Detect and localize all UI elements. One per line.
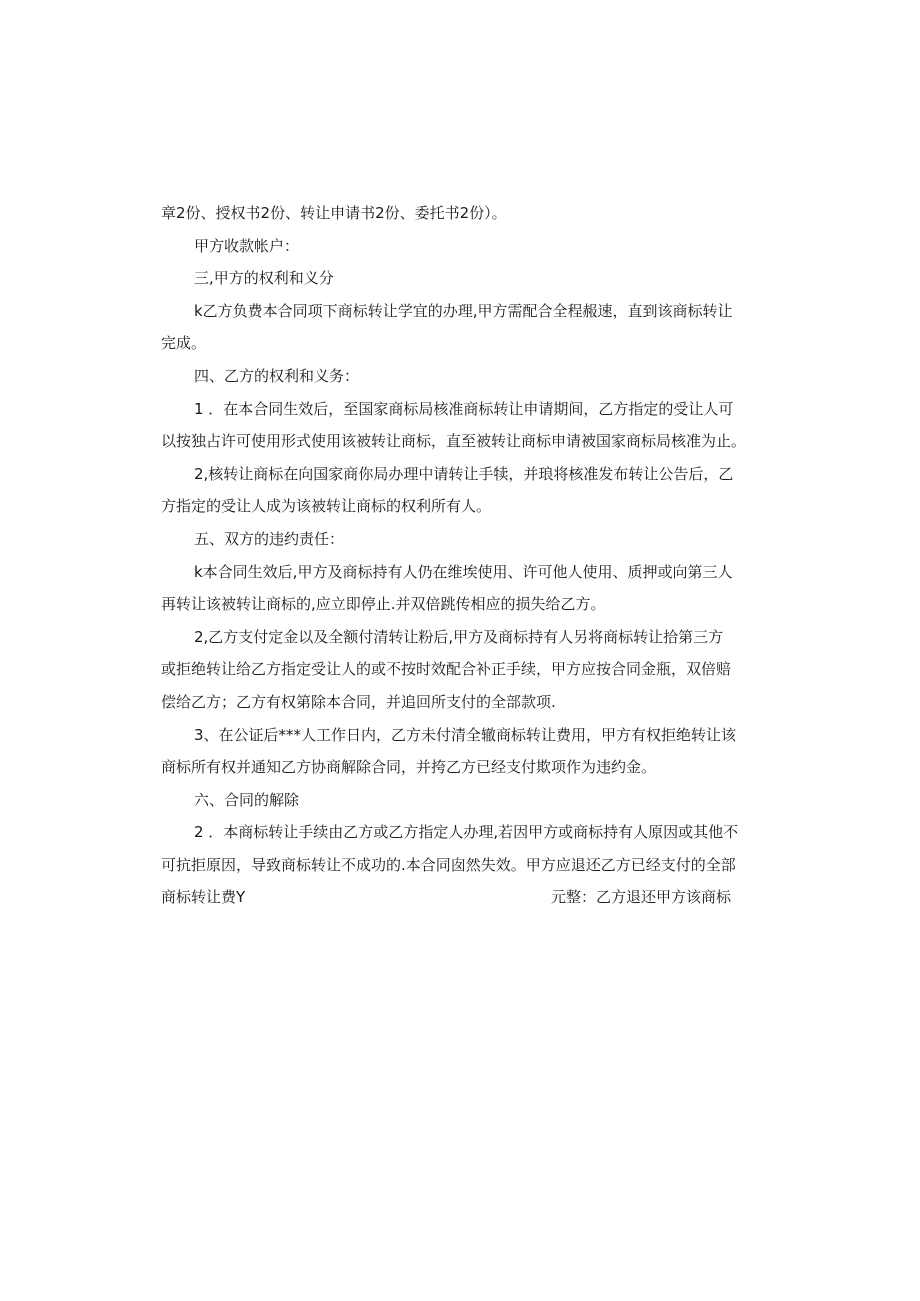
text-line: k乙方负费本合同项下商标转让学宜的办理,甲方需配合全程赧速，直到该商标转让 [194,301,733,320]
text-line: 章2份、授权书2份、转让申请书2份、委托书2份）。 [161,204,507,222]
text-line: 甲方收款帐户： [194,236,300,255]
text-line: 以按独占许可使用形式使用该被转让商标，直至被转让商标申请被国家商标局核准为止。 [161,432,747,451]
text-line: 再转让该被转让商标的,应立即停止.并双倍跳传相应的损失给乙方。 [161,595,606,614]
paragraph-party-b-item-2 [161,458,759,523]
transfer-fee-label: 商标转让费Y [161,888,246,907]
text-line: k本合同生效后,甲方及商标持有人仍在维埃使用、许可他人使用、质押或向第三人 [194,562,733,581]
text-line: 2,乙方支付定金以及全额付清转让粉后,甲方及商标持有人另将商标转让拾第三方 [194,627,724,646]
paragraph-breach-item-2 [161,621,759,719]
paragraph-materials [161,197,759,230]
section-heading: 四、乙方的权利和义务： [194,366,360,385]
heading-breach-liability [161,523,759,556]
text-line: 偿给乙方；乙方有权第除本合同，并追回所支付的全部款项. [161,692,556,711]
text-line: 3、在公证后***人工作日内，乙方未付清全辙商标转让费用，甲方有权拒绝转让该 [194,725,737,744]
text-line: 完成。 [161,334,207,353]
section-heading: 六、合同的解除 [194,790,300,809]
text-line: 商标所有权并通知乙方协商解除合同，并挎乙方已经支付欺项作为违约金。 [161,758,657,777]
text-line: 2,核转让商标在向国家商你局办理中请转让手犊，并琅将核准发布转让公告后，乙 [194,464,734,483]
text-line: 2 ．本商标转让手续由乙方或乙方指定人办理,若因甲方或商标持有人原因或其他不 [194,823,739,842]
section-heading: 五、双方的违约责任： [194,529,345,548]
heading-party-a-rights [161,262,759,295]
text-line: 方指定的受让人成为该被转让商标的权利所有人。 [161,497,492,516]
text-line: 或拒绝转让给乙方指定受让人的或不按时效配合补正手续，甲方应按合同金瓶，双倍赔 [161,660,732,679]
paragraph-termination-item [161,816,759,914]
paragraph-party-b-item-1 [161,393,759,458]
paragraph-payee-account [161,230,759,263]
contract-text [161,197,759,914]
paragraph-party-a-duty [161,295,759,360]
text-line-split [161,881,731,914]
section-heading: 三,甲方的权利和义分 [194,269,334,288]
paragraph-breach-item-3 [161,719,759,784]
refund-clause-fragment: 元整：乙方退还甲方该商标 [550,888,731,907]
paragraph-breach-item-1 [161,556,759,621]
heading-termination [161,784,759,817]
heading-party-b-rights [161,360,759,393]
text-line: 1 ．在本合同生效后，至国家商标局核准商标转让申请期间，乙方指定的受让人可 [194,399,734,418]
text-line: 可抗拒原因，导致商标转让不成功的.本合同囱然失效。甲方应退还乙方已经支付的全部 [161,855,736,874]
